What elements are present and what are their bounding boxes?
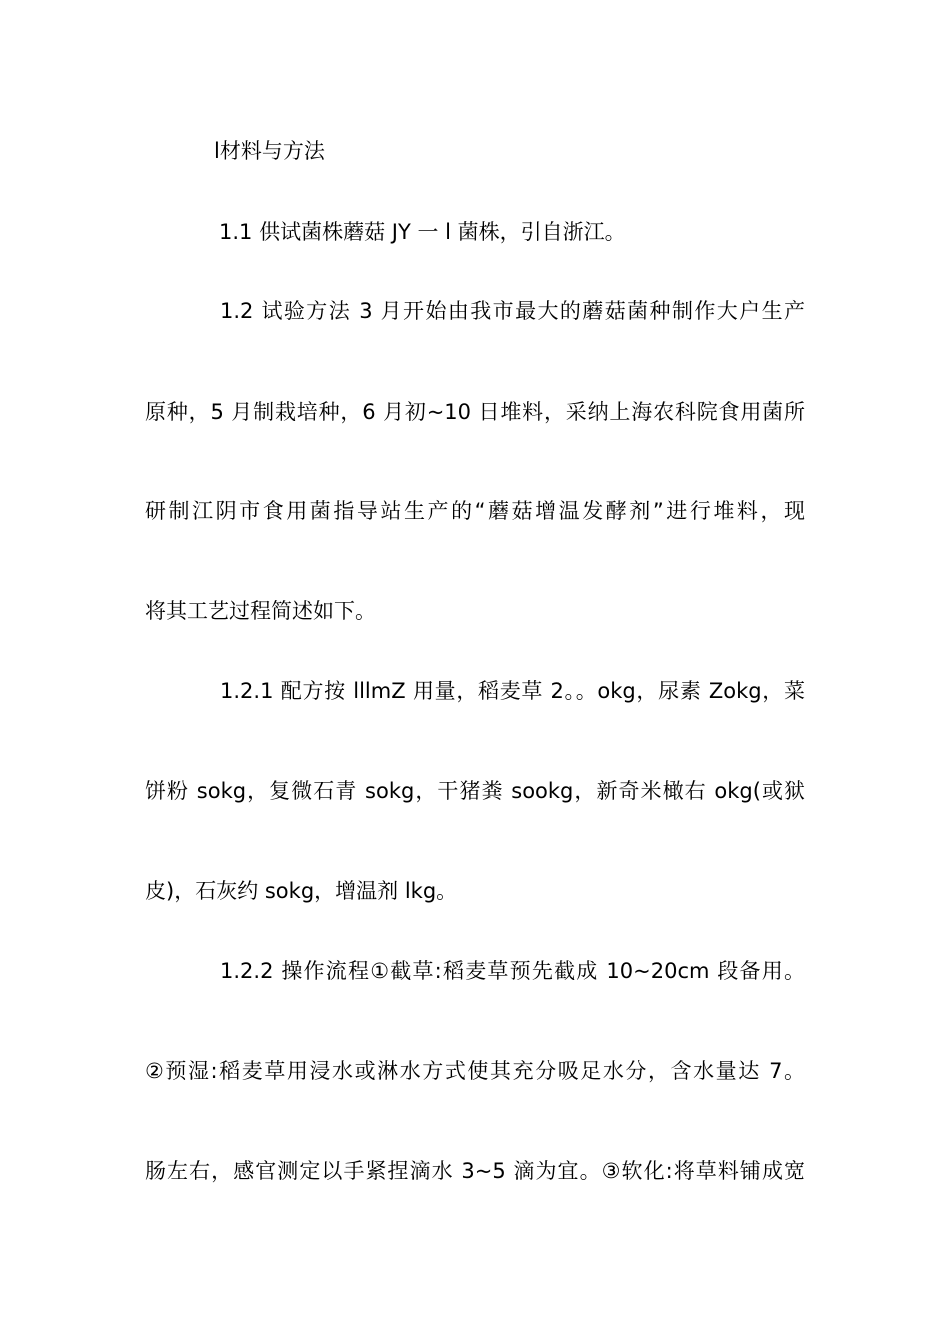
paragraph-line: 1.2.2 操作流程①截草:稻麦草预先截成 10~20cm 段备用。 [220, 959, 805, 983]
paragraph-line: 将其工艺过程简述如下。 [145, 599, 376, 623]
paragraph-line: ②预湿:稻麦草用浸水或淋水方式使其充分吸足水分，含水量达 7。 [145, 1059, 805, 1083]
paragraph-line: 皮)，石灰约 sokg，增温剂 lkg。 [145, 879, 458, 903]
paragraph-line: 1.2.1 配方按 lllmZ 用量，稻麦草 2。。okg，尿素 Zokg，菜 [220, 679, 805, 703]
section-heading: l材料与方法 [214, 139, 325, 163]
paragraph-line: 1.1 供试菌株蘑菇 JY 一 l 菌株，引自浙江。 [219, 220, 626, 244]
paragraph-line: 1.2 试验方法 3 月开始由我市最大的蘑菇菌种制作大户生产 [220, 299, 805, 323]
paragraph-line: 饼粉 sokg，复微石青 sokg，干猪粪 sookg，新奇米橄右 okg(或狱 [145, 779, 805, 803]
paragraph-line: 肠左右，感官测定以手紧捏滴水 3~5 滴为宜。③软化:将草料铺成宽 [145, 1159, 805, 1183]
paragraph-line: 原种，5 月制栽培种，6 月初~10 日堆料，采纳上海农科院食用菌所 [145, 400, 805, 424]
paragraph-line: 研制江阴市食用菌指导站生产的“蘑菇增温发酵剂”进行堆料，现 [145, 499, 805, 523]
